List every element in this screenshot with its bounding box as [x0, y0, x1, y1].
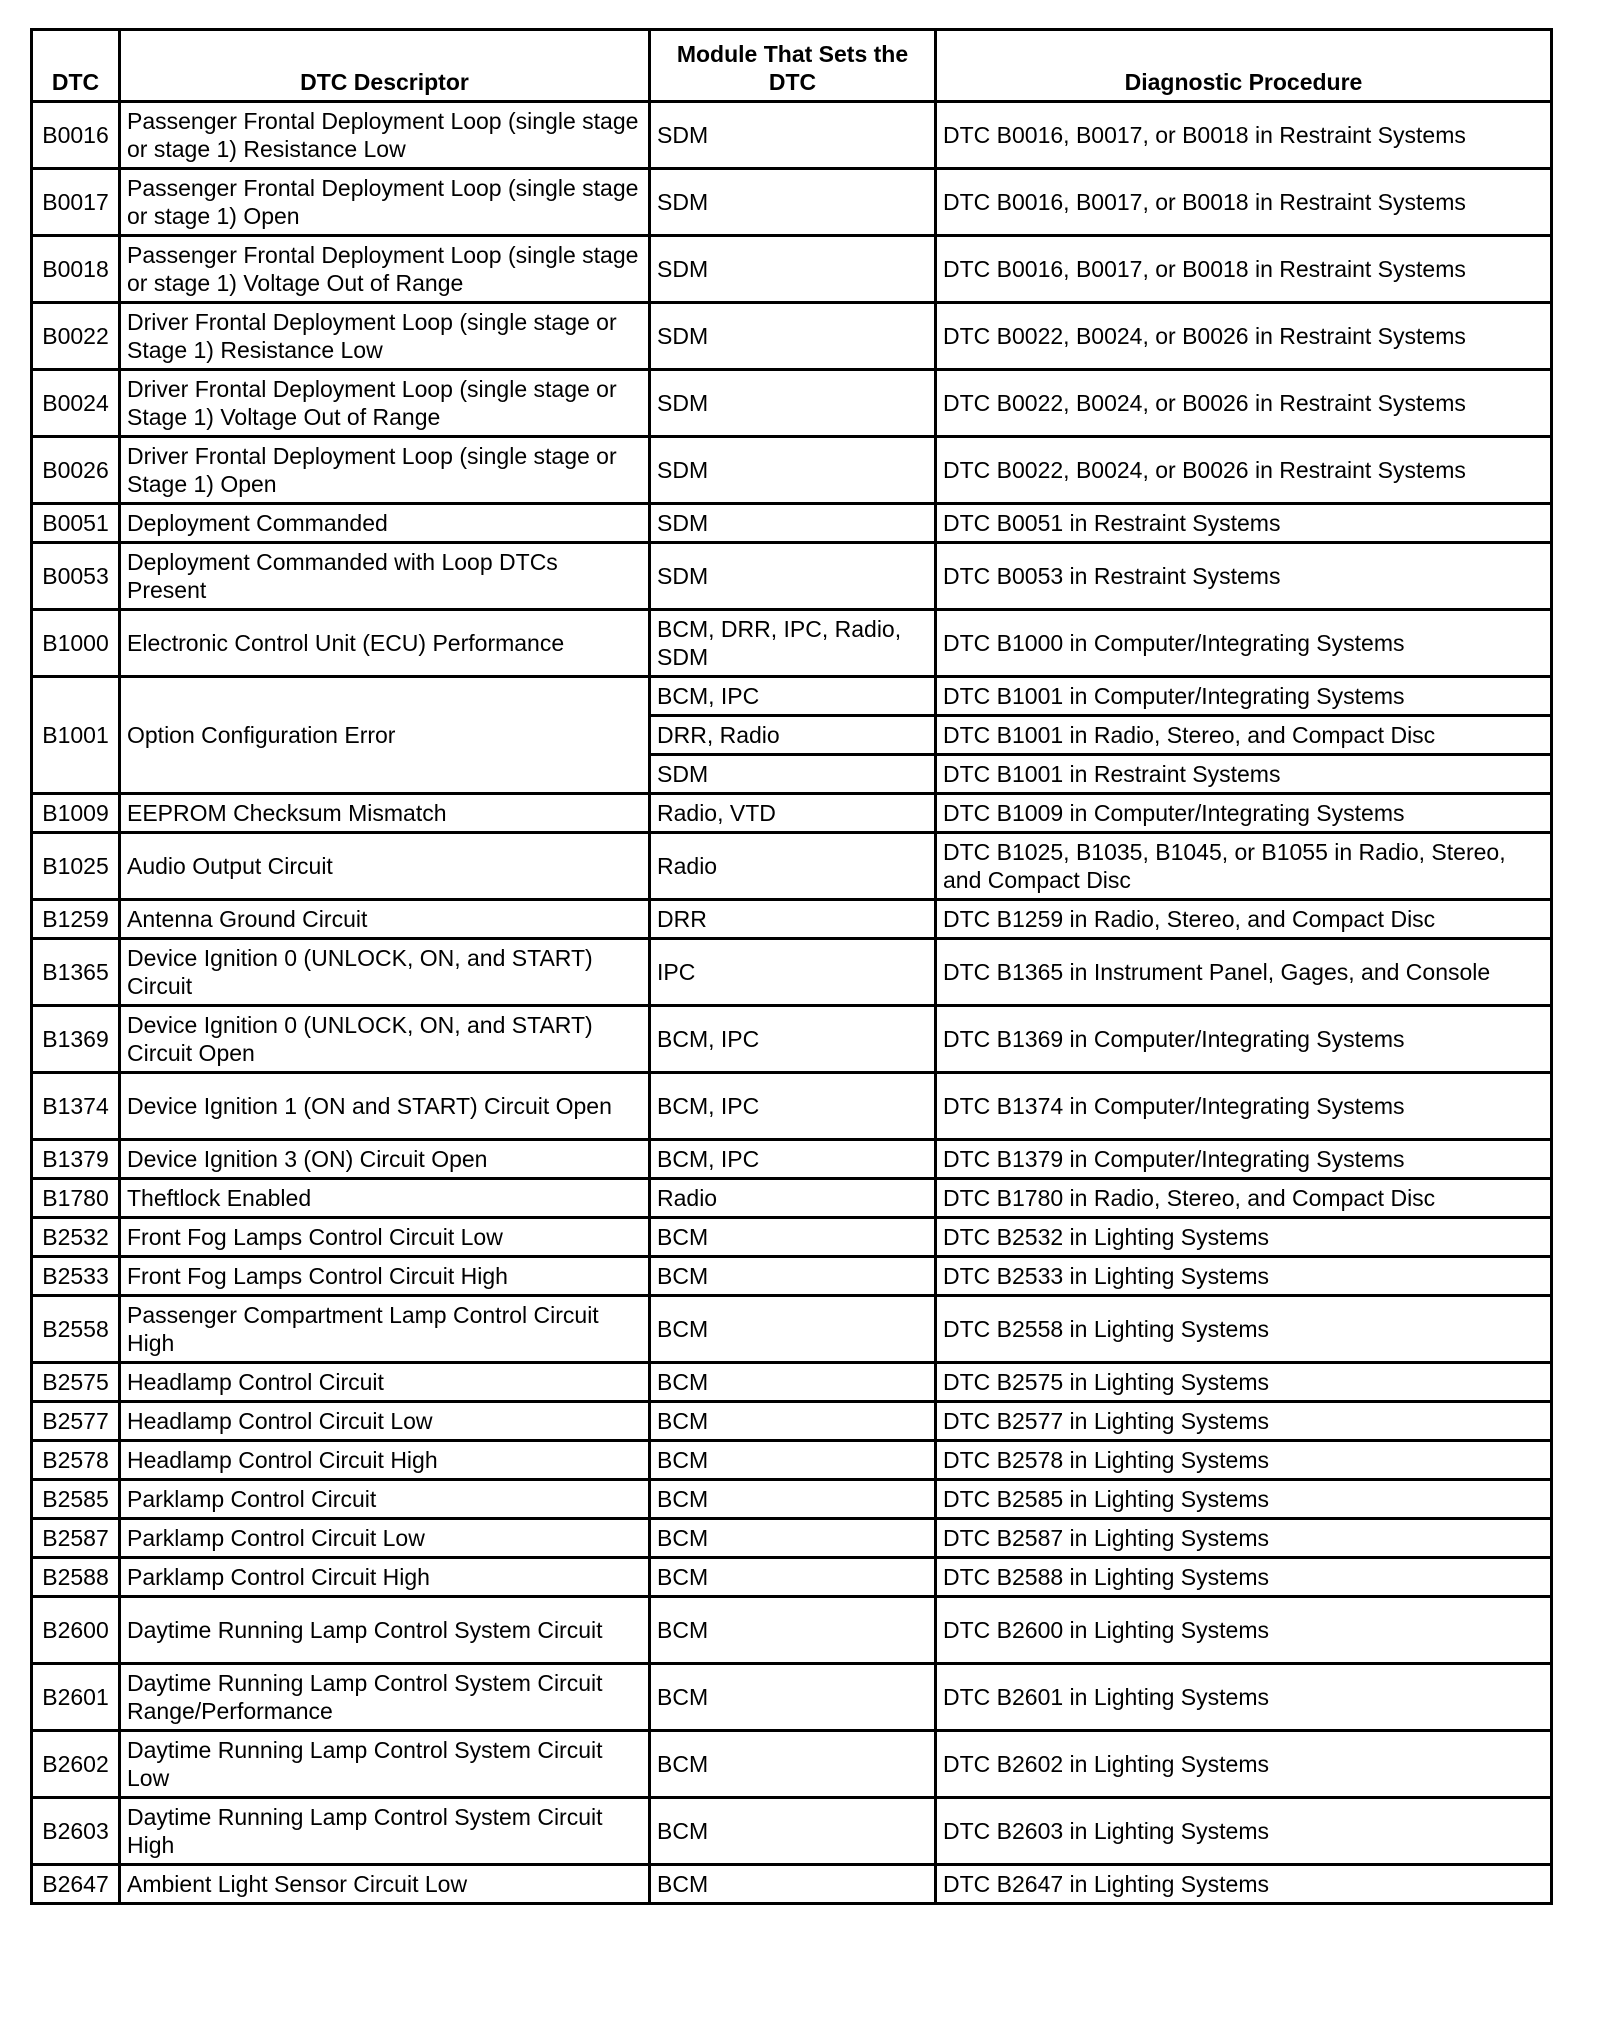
dtc-code: B0024 [32, 370, 120, 437]
table-row [32, 370, 1552, 437]
table-row [32, 1519, 1552, 1558]
module: BCM [650, 1296, 936, 1363]
module: BCM [650, 1218, 936, 1257]
table-row [32, 1597, 1552, 1664]
diagnostic-procedure: DTC B2588 in Lighting Systems [936, 1558, 1552, 1597]
diagnostic-procedure: DTC B1001 in Computer/Integrating Systems [936, 677, 1552, 716]
dtc-descriptor: Passenger Compartment Lamp Control Circuit High [120, 1296, 650, 1363]
diagnostic-procedure: DTC B2532 in Lighting Systems [936, 1218, 1552, 1257]
dtc-descriptor: Deployment Commanded with Loop DTCs Present [120, 543, 650, 610]
dtc-descriptor: Ambient Light Sensor Circuit Low [120, 1865, 650, 1904]
table-row [32, 1402, 1552, 1441]
table-row [32, 833, 1552, 900]
module: Radio [650, 833, 936, 900]
header-module: Module That Sets the DTC [650, 30, 936, 102]
dtc-descriptor: Deployment Commanded [120, 504, 650, 543]
diagnostic-procedure: DTC B1374 in Computer/Integrating Systems [936, 1073, 1552, 1140]
table-row [32, 1558, 1552, 1597]
diagnostic-procedure: DTC B1379 in Computer/Integrating Systems [936, 1140, 1552, 1179]
dtc-descriptor: Electronic Control Unit (ECU) Performance [120, 610, 650, 677]
dtc-code: B2600 [32, 1597, 120, 1664]
module: BCM [650, 1480, 936, 1519]
dtc-descriptor: Device Ignition 3 (ON) Circuit Open [120, 1140, 650, 1179]
table-row [32, 303, 1552, 370]
module: SDM [650, 437, 936, 504]
dtc-code: B2585 [32, 1480, 120, 1519]
diagnostic-procedure: DTC B0022, B0024, or B0026 in Restraint Systems [936, 303, 1552, 370]
dtc-descriptor: Driver Frontal Deployment Loop (single stage or Stage 1) Resistance Low [120, 303, 650, 370]
module: BCM [650, 1731, 936, 1798]
module: Radio, VTD [650, 794, 936, 833]
diagnostic-procedure: DTC B1780 in Radio, Stereo, and Compact Disc [936, 1179, 1552, 1218]
module: SDM [650, 102, 936, 169]
dtc-code: B2578 [32, 1441, 120, 1480]
dtc-descriptor: Driver Frontal Deployment Loop (single stage or Stage 1) Voltage Out of Range [120, 370, 650, 437]
module: SDM [650, 236, 936, 303]
module: BCM [650, 1257, 936, 1296]
diagnostic-procedure: DTC B0022, B0024, or B0026 in Restraint Systems [936, 437, 1552, 504]
table-row [32, 169, 1552, 236]
table-row [32, 1257, 1552, 1296]
module: IPC [650, 939, 936, 1006]
module: SDM [650, 504, 936, 543]
table-row [32, 1296, 1552, 1363]
dtc-descriptor: Passenger Frontal Deployment Loop (single stage or stage 1) Voltage Out of Range [120, 236, 650, 303]
table-row [32, 236, 1552, 303]
module: DRR, Radio [650, 716, 936, 755]
table-row [32, 1480, 1552, 1519]
diagnostic-procedure: DTC B2558 in Lighting Systems [936, 1296, 1552, 1363]
table-row [32, 1140, 1552, 1179]
dtc-code: B1000 [32, 610, 120, 677]
module: SDM [650, 169, 936, 236]
dtc-code: B0051 [32, 504, 120, 543]
header-procedure: Diagnostic Procedure [936, 30, 1552, 102]
diagnostic-procedure: DTC B1259 in Radio, Stereo, and Compact Disc [936, 900, 1552, 939]
module: BCM [650, 1597, 936, 1664]
dtc-descriptor: Headlamp Control Circuit High [120, 1441, 650, 1480]
module: BCM [650, 1558, 936, 1597]
dtc-descriptor: Passenger Frontal Deployment Loop (single stage or stage 1) Resistance Low [120, 102, 650, 169]
dtc-code: B1780 [32, 1179, 120, 1218]
dtc-code: B1025 [32, 833, 120, 900]
diagnostic-procedure: DTC B0051 in Restraint Systems [936, 504, 1552, 543]
table-row [32, 1441, 1552, 1480]
dtc-code: B2577 [32, 1402, 120, 1441]
dtc-code: B0053 [32, 543, 120, 610]
dtc-descriptor: Device Ignition 0 (UNLOCK, ON, and START) Circuit [120, 939, 650, 1006]
table-row [32, 1073, 1552, 1140]
dtc-descriptor: Headlamp Control Circuit [120, 1363, 650, 1402]
dtc-descriptor: Parklamp Control Circuit High [120, 1558, 650, 1597]
table-row [32, 900, 1552, 939]
dtc-descriptor: Audio Output Circuit [120, 833, 650, 900]
table-row [32, 1179, 1552, 1218]
module: BCM [650, 1519, 936, 1558]
dtc-code: B2532 [32, 1218, 120, 1257]
module: DRR [650, 900, 936, 939]
table-row [32, 1006, 1552, 1073]
dtc-code: B2602 [32, 1731, 120, 1798]
dtc-descriptor: Front Fog Lamps Control Circuit Low [120, 1218, 650, 1257]
dtc-code: B2533 [32, 1257, 120, 1296]
dtc-code: B1369 [32, 1006, 120, 1073]
dtc-descriptor: Parklamp Control Circuit Low [120, 1519, 650, 1558]
dtc-code: B2575 [32, 1363, 120, 1402]
diagnostic-procedure: DTC B2575 in Lighting Systems [936, 1363, 1552, 1402]
table-row [32, 1363, 1552, 1402]
dtc-code: B2647 [32, 1865, 120, 1904]
dtc-descriptor: Theftlock Enabled [120, 1179, 650, 1218]
diagnostic-procedure: DTC B1000 in Computer/Integrating Systems [936, 610, 1552, 677]
dtc-descriptor: Option Configuration Error [120, 677, 650, 794]
module: BCM, IPC [650, 677, 936, 716]
dtc-code: B2588 [32, 1558, 120, 1597]
dtc-code: B1259 [32, 900, 120, 939]
diagnostic-procedure: DTC B1365 in Instrument Panel, Gages, and Console [936, 939, 1552, 1006]
header-row [32, 30, 1552, 102]
dtc-descriptor: Daytime Running Lamp Control System Circuit Low [120, 1731, 650, 1798]
dtc-descriptor: Device Ignition 1 (ON and START) Circuit Open [120, 1073, 650, 1140]
table-row [32, 504, 1552, 543]
table-row [32, 1218, 1552, 1257]
dtc-table [30, 28, 1553, 1905]
dtc-descriptor: Headlamp Control Circuit Low [120, 1402, 650, 1441]
table-row [32, 437, 1552, 504]
dtc-code: B2601 [32, 1664, 120, 1731]
dtc-code: B0022 [32, 303, 120, 370]
module: BCM [650, 1865, 936, 1904]
module: BCM, IPC [650, 1006, 936, 1073]
diagnostic-procedure: DTC B0016, B0017, or B0018 in Restraint Systems [936, 169, 1552, 236]
diagnostic-procedure: DTC B2533 in Lighting Systems [936, 1257, 1552, 1296]
module: BCM [650, 1402, 936, 1441]
diagnostic-procedure: DTC B1009 in Computer/Integrating Systems [936, 794, 1552, 833]
dtc-code: B1374 [32, 1073, 120, 1140]
diagnostic-procedure: DTC B2647 in Lighting Systems [936, 1865, 1552, 1904]
dtc-descriptor: Daytime Running Lamp Control System Circuit Range/Performance [120, 1664, 650, 1731]
table-row [32, 939, 1552, 1006]
dtc-code: B2603 [32, 1798, 120, 1865]
dtc-code: B0017 [32, 169, 120, 236]
diagnostic-procedure: DTC B1001 in Restraint Systems [936, 755, 1552, 794]
dtc-code: B2558 [32, 1296, 120, 1363]
diagnostic-procedure: DTC B2587 in Lighting Systems [936, 1519, 1552, 1558]
dtc-code: B1009 [32, 794, 120, 833]
module: BCM [650, 1798, 936, 1865]
module: SDM [650, 370, 936, 437]
dtc-code: B2587 [32, 1519, 120, 1558]
diagnostic-procedure: DTC B2585 in Lighting Systems [936, 1480, 1552, 1519]
dtc-descriptor: Passenger Frontal Deployment Loop (single stage or stage 1) Open [120, 169, 650, 236]
table-row [32, 1798, 1552, 1865]
dtc-code: B1365 [32, 939, 120, 1006]
table-row [32, 102, 1552, 169]
diagnostic-procedure: DTC B0016, B0017, or B0018 in Restraint Systems [936, 236, 1552, 303]
dtc-descriptor: EEPROM Checksum Mismatch [120, 794, 650, 833]
dtc-descriptor: Front Fog Lamps Control Circuit High [120, 1257, 650, 1296]
dtc-code: B0026 [32, 437, 120, 504]
dtc-code: B0018 [32, 236, 120, 303]
table-row [32, 543, 1552, 610]
diagnostic-procedure: DTC B0016, B0017, or B0018 in Restraint Systems [936, 102, 1552, 169]
dtc-code: B0016 [32, 102, 120, 169]
header-dtc: DTC [32, 30, 120, 102]
diagnostic-procedure: DTC B0053 in Restraint Systems [936, 543, 1552, 610]
dtc-descriptor: Driver Frontal Deployment Loop (single stage or Stage 1) Open [120, 437, 650, 504]
diagnostic-procedure: DTC B2578 in Lighting Systems [936, 1441, 1552, 1480]
dtc-descriptor: Daytime Running Lamp Control System Circuit High [120, 1798, 650, 1865]
dtc-code: B1001 [32, 677, 120, 794]
module: BCM [650, 1363, 936, 1402]
diagnostic-procedure: DTC B1025, B1035, B1045, or B1055 in Radio, Stereo, and Compact Disc [936, 833, 1552, 900]
diagnostic-procedure: DTC B2601 in Lighting Systems [936, 1664, 1552, 1731]
table-row [32, 794, 1552, 833]
module: BCM, IPC [650, 1140, 936, 1179]
diagnostic-procedure: DTC B2600 in Lighting Systems [936, 1597, 1552, 1664]
module: BCM, DRR, IPC, Radio, SDM [650, 610, 936, 677]
table-row [32, 1664, 1552, 1731]
dtc-descriptor: Parklamp Control Circuit [120, 1480, 650, 1519]
module: SDM [650, 543, 936, 610]
header-descriptor: DTC Descriptor [120, 30, 650, 102]
dtc-descriptor: Daytime Running Lamp Control System Circuit [120, 1597, 650, 1664]
diagnostic-procedure: DTC B2577 in Lighting Systems [936, 1402, 1552, 1441]
module: BCM, IPC [650, 1073, 936, 1140]
dtc-code: B1379 [32, 1140, 120, 1179]
diagnostic-procedure: DTC B2602 in Lighting Systems [936, 1731, 1552, 1798]
table-row [32, 1865, 1552, 1904]
table-row [32, 610, 1552, 677]
dtc-descriptor: Antenna Ground Circuit [120, 900, 650, 939]
module: BCM [650, 1441, 936, 1480]
dtc-descriptor: Device Ignition 0 (UNLOCK, ON, and START) Circuit Open [120, 1006, 650, 1073]
table-row [32, 677, 1552, 716]
module: BCM [650, 1664, 936, 1731]
diagnostic-procedure: DTC B0022, B0024, or B0026 in Restraint Systems [936, 370, 1552, 437]
table-row [32, 1731, 1552, 1798]
diagnostic-procedure: DTC B1369 in Computer/Integrating Systems [936, 1006, 1552, 1073]
module: SDM [650, 755, 936, 794]
module: SDM [650, 303, 936, 370]
diagnostic-procedure: DTC B1001 in Radio, Stereo, and Compact Disc [936, 716, 1552, 755]
module: Radio [650, 1179, 936, 1218]
diagnostic-procedure: DTC B2603 in Lighting Systems [936, 1798, 1552, 1865]
